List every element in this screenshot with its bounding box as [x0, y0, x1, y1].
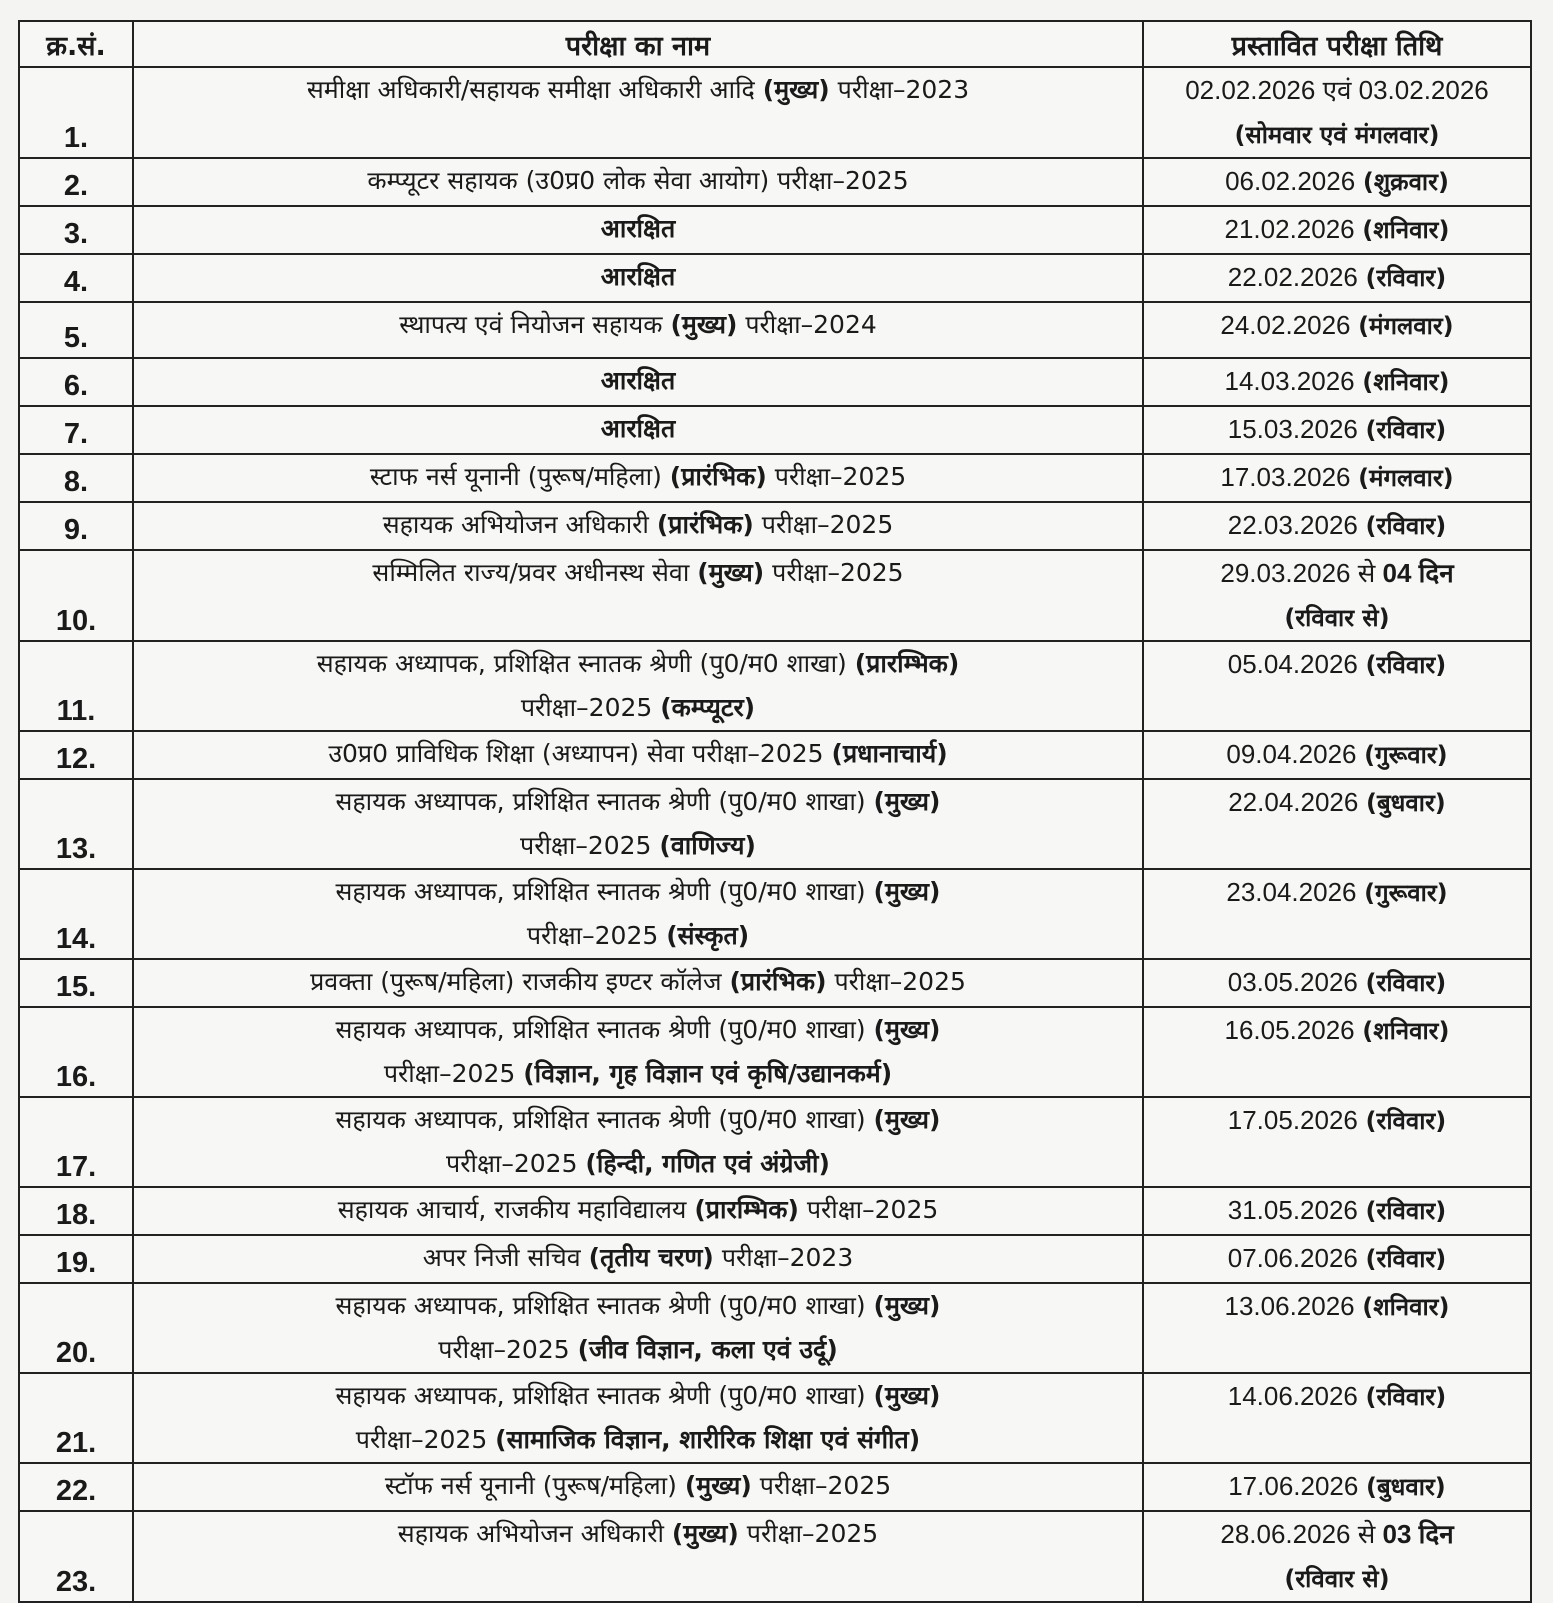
exam-name-cell: [133, 1373, 1143, 1463]
exam-day: (शनिवार): [1362, 1293, 1450, 1321]
exam-date-cell: [1143, 67, 1531, 158]
table-row: [19, 1187, 1531, 1235]
serial-number: 7.: [19, 406, 133, 454]
exam-date: 31.05.2026: [1227, 1195, 1358, 1225]
exam-name-text: अपर निजी सचिव: [422, 1243, 589, 1272]
exam-date: 15.03.2026: [1227, 414, 1358, 444]
exam-day: (रविवार): [1365, 1197, 1447, 1225]
exam-duration: 04 दिन: [1382, 558, 1454, 588]
table-row: [19, 869, 1531, 959]
exam-name-bold: आरक्षित: [600, 214, 676, 243]
exam-name-cell: [133, 1187, 1143, 1235]
exam-day: (गुरूवार): [1364, 879, 1448, 907]
serial-number: 23.: [19, 1511, 133, 1602]
exam-name-bold: (मुख्य): [873, 1015, 941, 1044]
exam-date-cell: [1143, 302, 1531, 358]
exam-date-cell: [1143, 731, 1531, 779]
exam-date-cell: [1143, 550, 1531, 641]
exam-name-suffix: परीक्षा–2023: [829, 75, 970, 104]
exam-date-cell: [1143, 1235, 1531, 1283]
table-row: [19, 1373, 1531, 1463]
exam-date-cell: [1143, 1007, 1531, 1097]
exam-name-bold: (तृतीय चरण): [588, 1243, 714, 1272]
table-row: [19, 502, 1531, 550]
exam-name-line2: परीक्षा–2025: [520, 831, 660, 860]
exam-name-bold: (प्रारम्भिक): [854, 649, 960, 678]
table-row: [19, 158, 1531, 206]
table-row: [19, 1097, 1531, 1187]
exam-date: 03.05.2026: [1227, 967, 1358, 997]
exam-name-text: सहायक अध्यापक, प्रशिक्षित स्नातक श्रेणी (पु0/म0 शाखा): [316, 649, 855, 678]
table-row: [19, 641, 1531, 731]
table-row: [19, 1463, 1531, 1511]
exam-date-cell: [1143, 158, 1531, 206]
exam-date: 09.04.2026: [1226, 739, 1357, 769]
exam-day: (शनिवार): [1362, 1017, 1450, 1045]
exam-day: (गुरूवार): [1364, 741, 1448, 769]
exam-date: 16.05.2026: [1224, 1015, 1355, 1045]
exam-name-line2: परीक्षा–2025: [355, 1425, 496, 1454]
exam-day: (रविवार से): [1284, 1565, 1390, 1593]
exam-subject-bold: (हिन्दी, गणित एवं अंग्रेजी): [585, 1149, 830, 1178]
exam-name-bold: आरक्षित: [600, 414, 676, 443]
exam-date: 17.05.2026: [1227, 1105, 1358, 1135]
exam-name-cell: [133, 641, 1143, 731]
exam-day: (सोमवार एवं मंगलवार): [1234, 121, 1440, 149]
exam-name-bold: (मुख्य): [873, 1291, 941, 1320]
exam-date-cell: [1143, 206, 1531, 254]
exam-date: 21.02.2026: [1224, 214, 1355, 244]
exam-subject-bold: (सामाजिक विज्ञान, शारीरिक शिक्षा एवं संगीत): [495, 1425, 921, 1454]
serial-number: 18.: [19, 1187, 133, 1235]
exam-date-cell: [1143, 1097, 1531, 1187]
exam-name-cell: [133, 302, 1143, 358]
exam-name-cell: [133, 1007, 1143, 1097]
header-serial: क्र.सं.: [19, 21, 133, 67]
table-row: [19, 67, 1531, 158]
exam-date-cell: [1143, 454, 1531, 502]
exam-date-cell: [1143, 254, 1531, 302]
exam-day: (रविवार से): [1284, 604, 1390, 632]
table-row: [19, 1235, 1531, 1283]
exam-name-suffix: परीक्षा–2025: [766, 462, 907, 491]
exam-date: 22.04.2026: [1228, 787, 1359, 817]
exam-day: (रविवार): [1365, 512, 1447, 540]
table-row: [19, 302, 1531, 358]
serial-number: 13.: [19, 779, 133, 869]
serial-number: 2.: [19, 158, 133, 206]
exam-date-cell: [1143, 358, 1531, 406]
exam-name-cell: [133, 406, 1143, 454]
exam-name-suffix: परीक्षा–2025: [826, 967, 966, 996]
table-row: [19, 1007, 1531, 1097]
exam-name-text: स्थापत्य एवं नियोजन सहायक: [399, 310, 671, 339]
exam-name-text: सहायक अभियोजन अधिकारी: [397, 1519, 672, 1548]
table-row: [19, 550, 1531, 641]
exam-name-cell: [133, 1097, 1143, 1187]
exam-name-text: समीक्षा अधिकारी/सहायक समीक्षा अधिकारी आदि: [306, 75, 763, 104]
exam-name-bold: (प्रारंभिक): [729, 967, 827, 996]
serial-number: 3.: [19, 206, 133, 254]
exam-date: 23.04.2026: [1226, 877, 1357, 907]
exam-name-text: प्रवक्ता (पुरूष/महिला) राजकीय इण्टर कॉलेज: [310, 967, 730, 996]
exam-name-bold: (प्रारंभिक): [656, 510, 754, 539]
serial-number: 6.: [19, 358, 133, 406]
exam-day: (बुधवार): [1366, 1473, 1446, 1501]
table-row: [19, 206, 1531, 254]
exam-name-cell: [133, 254, 1143, 302]
exam-name-suffix: परीक्षा–2025: [798, 1195, 939, 1224]
exam-name-text: सहायक अध्यापक, प्रशिक्षित स्नातक श्रेणी (पु0/म0 शाखा): [335, 1291, 874, 1320]
exam-name-cell: [133, 1463, 1143, 1511]
exam-name-text: कम्प्यूटर सहायक (उ0प्र0 लोक सेवा आयोग) परीक्षा–2025: [367, 166, 909, 195]
exam-name-cell: [133, 1235, 1143, 1283]
serial-number: 17.: [19, 1097, 133, 1187]
table-row: [19, 779, 1531, 869]
exam-name-text: सहायक अध्यापक, प्रशिक्षित स्नातक श्रेणी (पु0/म0 शाखा): [335, 877, 874, 906]
exam-date-cell: [1143, 1511, 1531, 1602]
exam-date-cell: [1143, 869, 1531, 959]
exam-day: (रविवार): [1365, 1383, 1447, 1411]
exam-name-text: सहायक अध्यापक, प्रशिक्षित स्नातक श्रेणी (पु0/म0 शाखा): [335, 1381, 874, 1410]
exam-day: (रविवार): [1365, 264, 1447, 292]
exam-date-cell: [1143, 641, 1531, 731]
exam-duration: 03 दिन: [1382, 1519, 1454, 1549]
exam-name-text: सहायक अध्यापक, प्रशिक्षित स्नातक श्रेणी (पु0/म0 शाखा): [335, 1105, 874, 1134]
serial-number: 15.: [19, 959, 133, 1007]
exam-name-suffix: परीक्षा–2025: [738, 1519, 879, 1548]
exam-name-suffix: परीक्षा–2023: [713, 1243, 854, 1272]
exam-name-cell: [133, 959, 1143, 1007]
exam-name-cell: [133, 731, 1143, 779]
exam-name-cell: [133, 67, 1143, 158]
serial-number: 21.: [19, 1373, 133, 1463]
exam-name-cell: [133, 550, 1143, 641]
exam-day: (रविवार): [1365, 1107, 1447, 1135]
exam-name-bold: (मुख्य): [670, 310, 738, 339]
table-row: [19, 406, 1531, 454]
serial-number: 14.: [19, 869, 133, 959]
exam-date-cell: [1143, 1283, 1531, 1373]
exam-name-cell: [133, 1283, 1143, 1373]
exam-day: (रविवार): [1365, 651, 1447, 679]
exam-name-suffix: परीक्षा–2024: [737, 310, 877, 339]
exam-date-cell: [1143, 406, 1531, 454]
serial-number: 8.: [19, 454, 133, 502]
exam-name-text: स्टॉफ नर्स यूनानी (पुरूष/महिला): [384, 1471, 685, 1500]
exam-date: 22.02.2026: [1227, 262, 1358, 292]
exam-day: (मंगलवार): [1358, 312, 1454, 340]
exam-date: 14.06.2026: [1227, 1381, 1358, 1411]
exam-name-line2: परीक्षा–2025: [520, 693, 661, 722]
serial-number: 4.: [19, 254, 133, 302]
header-date: प्रस्तावित परीक्षा तिथि: [1143, 21, 1531, 67]
serial-number: 11.: [19, 641, 133, 731]
exam-name-bold: (मुख्य): [684, 1471, 752, 1500]
serial-number: 5.: [19, 302, 133, 358]
table-row: [19, 254, 1531, 302]
exam-date: 06.02.2026: [1225, 166, 1356, 196]
serial-number: 19.: [19, 1235, 133, 1283]
exam-date: 22.03.2026: [1227, 510, 1358, 540]
exam-name-text: स्टाफ नर्स यूनानी (पुरूष/महिला): [369, 462, 670, 491]
exam-name-cell: [133, 358, 1143, 406]
serial-number: 20.: [19, 1283, 133, 1373]
exam-date-cell: [1143, 779, 1531, 869]
exam-day: (रविवार): [1365, 1245, 1447, 1273]
exam-name-suffix: परीक्षा–2025: [753, 510, 894, 539]
exam-name-bold: (मुख्य): [762, 75, 830, 104]
exam-schedule-table: [18, 20, 1532, 1603]
exam-name-bold: आरक्षित: [600, 366, 676, 395]
exam-date: 02.02.2026 एवं 03.02.2026: [1185, 75, 1489, 105]
exam-name-cell: [133, 454, 1143, 502]
exam-name-cell: [133, 779, 1143, 869]
exam-name-cell: [133, 1511, 1143, 1602]
serial-number: 22.: [19, 1463, 133, 1511]
exam-date-cell: [1143, 959, 1531, 1007]
exam-day: (रविवार): [1365, 969, 1447, 997]
serial-number: 12.: [19, 731, 133, 779]
table-row: [19, 1283, 1531, 1373]
exam-name-suffix: परीक्षा–2025: [751, 1471, 892, 1500]
exam-name-text: उ0प्र0 प्राविधिक शिक्षा (अध्यापन) सेवा परीक्षा–2025: [328, 739, 832, 768]
serial-number: 10.: [19, 550, 133, 641]
exam-date-cell: [1143, 1463, 1531, 1511]
exam-day: (शनिवार): [1362, 368, 1450, 396]
serial-number: 16.: [19, 1007, 133, 1097]
table-row: [19, 358, 1531, 406]
table-row: [19, 959, 1531, 1007]
exam-date-cell: [1143, 1373, 1531, 1463]
exam-subject-bold: (विज्ञान, गृह विज्ञान एवं कृषि/उद्यानकर्म): [523, 1059, 893, 1088]
exam-name-bold: (मुख्य): [873, 1105, 941, 1134]
exam-name-line2: परीक्षा–2025: [383, 1059, 524, 1088]
exam-name-text: सहायक अभियोजन अधिकारी: [382, 510, 657, 539]
header-row: [19, 21, 1531, 67]
header-exam-name: परीक्षा का नाम: [133, 21, 1143, 67]
exam-day: (शुक्रवार): [1362, 168, 1449, 196]
serial-number: 1.: [19, 67, 133, 158]
exam-name-cell: [133, 502, 1143, 550]
exam-name-line2: परीक्षा–2025: [438, 1335, 578, 1364]
exam-date-cell: [1143, 502, 1531, 550]
exam-name-text: सहायक आचार्य, राजकीय महाविद्यालय: [337, 1195, 695, 1224]
exam-subject-bold: (संस्कृत): [666, 921, 750, 950]
exam-name-bold: (प्रधानाचार्य): [831, 739, 948, 768]
exam-day: (मंगलवार): [1358, 464, 1454, 492]
exam-subject-bold: (वाणिज्य): [659, 831, 756, 860]
exam-name-bold: (मुख्य): [697, 558, 765, 587]
exam-name-bold: (मुख्य): [873, 787, 941, 816]
exam-date: 28.06.2026 से: [1220, 1519, 1383, 1549]
exam-name-line2: परीक्षा–2025: [446, 1149, 586, 1178]
exam-name-bold: (मुख्य): [671, 1519, 739, 1548]
exam-name-cell: [133, 158, 1143, 206]
exam-name-text: सम्मिलित राज्य/प्रवर अधीनस्थ सेवा: [372, 558, 698, 587]
exam-date: 17.03.2026: [1220, 462, 1351, 492]
exam-name-suffix: परीक्षा–2025: [764, 558, 904, 587]
exam-day: (रविवार): [1365, 416, 1447, 444]
exam-name-cell: [133, 869, 1143, 959]
serial-number: 9.: [19, 502, 133, 550]
exam-date: 24.02.2026: [1220, 310, 1351, 340]
exam-name-cell: [133, 206, 1143, 254]
exam-subject-bold: (जीव विज्ञान, कला एवं उर्दू): [577, 1335, 838, 1364]
exam-date: 13.06.2026: [1224, 1291, 1355, 1321]
exam-name-bold: (मुख्य): [873, 1381, 941, 1410]
exam-name-bold: (प्रारम्भिक): [694, 1195, 799, 1224]
table-row: [19, 1511, 1531, 1602]
exam-day: (शनिवार): [1362, 216, 1450, 244]
table-row: [19, 454, 1531, 502]
exam-subject-bold: (कम्प्यूटर): [660, 693, 756, 722]
exam-date: 17.06.2026: [1228, 1471, 1359, 1501]
exam-date: 05.04.2026: [1227, 649, 1358, 679]
exam-date: 14.03.2026: [1224, 366, 1355, 396]
exam-date: 29.03.2026 से: [1220, 558, 1383, 588]
table-row: [19, 731, 1531, 779]
exam-name-text: सहायक अध्यापक, प्रशिक्षित स्नातक श्रेणी (पु0/म0 शाखा): [335, 1015, 874, 1044]
exam-name-bold: आरक्षित: [600, 262, 676, 291]
exam-name-text: सहायक अध्यापक, प्रशिक्षित स्नातक श्रेणी (पु0/म0 शाखा): [335, 787, 874, 816]
exam-date-cell: [1143, 1187, 1531, 1235]
exam-day: (बुधवार): [1366, 789, 1446, 817]
exam-name-bold: (प्रारंभिक): [669, 462, 767, 491]
exam-name-line2: परीक्षा–2025: [526, 921, 667, 950]
exam-name-bold: (मुख्य): [873, 877, 941, 906]
exam-date: 07.06.2026: [1227, 1243, 1358, 1273]
